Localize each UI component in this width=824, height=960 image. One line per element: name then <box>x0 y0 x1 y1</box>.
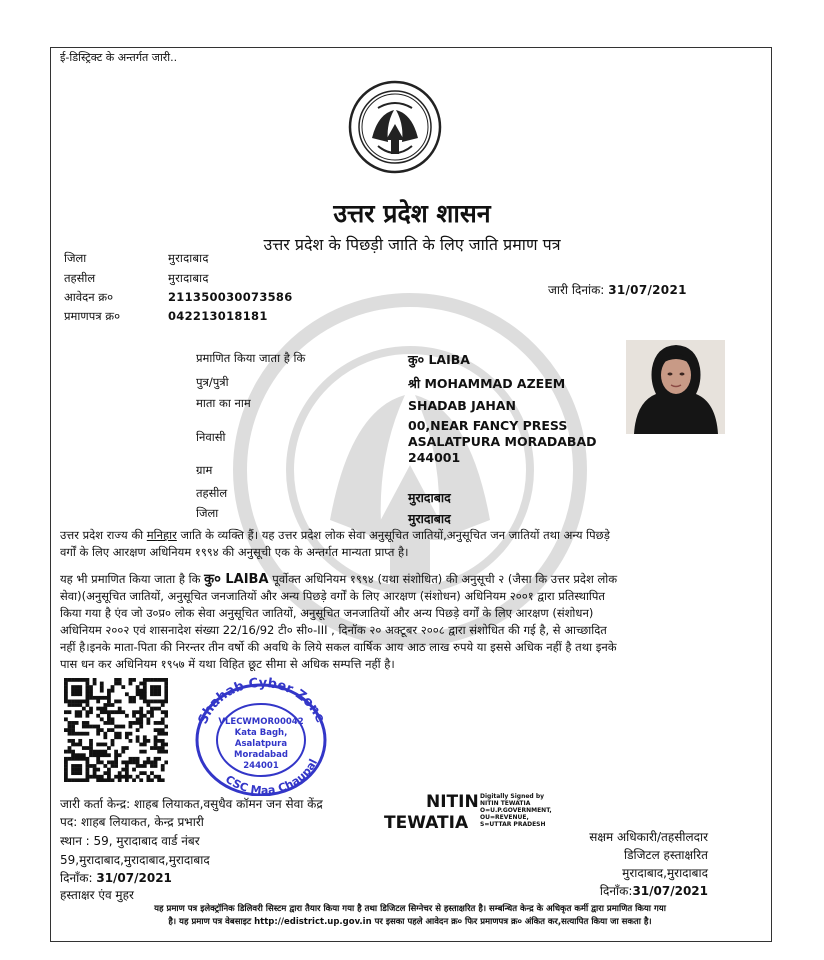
verification-note-line-2: है। यह प्रमाण पत्र वेबसाइट http://edistrict.up.gov.in पर इसका पहले आवेदन क्र० फिर प्रमाणपत्र क्र० अंकित कर,सत्यापित किया जा सकता है। <box>168 917 652 927</box>
paragraph-cert-line-1 <box>60 571 720 588</box>
district-value: मुरादाबाद <box>408 511 451 526</box>
meta-label-application-no: आवेदन क्र० <box>64 290 114 304</box>
footer-date <box>60 869 172 886</box>
paragraph-cert-line-6: पास धन कर अधिनियम १९५७ में यथा विहित छूट सीमा से अधिक सम्पत्ति नहीं है। <box>60 657 395 671</box>
place-line-2: 59,मुरादाबाद,मुरादाबाद,मुरादाबाद <box>60 853 210 867</box>
csc-stamp <box>190 676 332 796</box>
para2-name: कु० LAIBA <box>204 572 269 587</box>
issuer-line: जारी कर्ता केन्द्र: शाहब लियाकत,वसुधैव कॉमन जन सेवा केंद्र <box>60 797 323 811</box>
address-line-2: ASALATPURA MORADABAD <box>408 434 597 449</box>
officer-date-label: दिनाँक: <box>599 884 633 898</box>
caste-name: मनिहार <box>146 528 177 542</box>
seal-label: हस्ताक्षर एंव मुहर <box>60 888 134 902</box>
paragraph-certification <box>60 571 720 673</box>
meta-value-certificate-no: 042213018181 <box>168 309 268 323</box>
paragraph-cert-line-3: किया गया है एंव जो उ०प्र० लोक सेवा अनुसूचित जातियों, अनुसूचित जनजातियों और अन्य पिछड़े वर्गों के लिए आरक्षण (संशोधन) <box>60 606 594 620</box>
issue-date-label: जारी दिनांक: <box>548 283 605 297</box>
footer-date-value: 31/07/2021 <box>96 871 172 885</box>
officer-title: सक्षम अधिकारी/तहसीलदार <box>589 830 708 844</box>
sig-first-name: NITIN <box>426 792 479 812</box>
applicant-photo <box>626 340 725 434</box>
address-line-1: 00,NEAR FANCY PRESS <box>408 418 568 433</box>
issue-date-value: 31/07/2021 <box>608 283 687 297</box>
officer-date-value: 31/07/2021 <box>632 884 708 898</box>
address-line-3: 244001 <box>408 450 461 465</box>
page-title: उत्तर प्रदेश शासन <box>333 199 491 228</box>
village-label: ग्राम <box>196 463 213 477</box>
verification-note <box>60 903 760 929</box>
top-note: ई-डिस्ट्रिक्ट के अन्तर्गत जारी.. <box>60 51 178 64</box>
stamp-line-4: Moradabad <box>234 750 288 760</box>
meta-value-tehsil: मुरादाबाद <box>168 271 209 285</box>
place-line: स्थान : 59, मुरादाबाद वार्ड नंबर <box>60 834 200 848</box>
sig-last-name: TEWATIA <box>384 813 469 833</box>
stamp-line-1: VLECWMOR00042 <box>218 717 304 727</box>
paragraph-caste-line-1 <box>60 527 720 544</box>
father-name: श्री MOHAMMAD AZEEM <box>408 376 566 391</box>
sig-detail-line: OU=REVENUE, <box>480 814 529 821</box>
paragraph-cert-line-4: अधिनियम २००२ एवं शासनादेश संख्या 22/16/92 टी० सी०-III , दिनॉक २० अक्टूबर २००८ द्वारा संशोधित की गई है, से आच्छादित <box>60 623 607 637</box>
officer-date <box>448 882 708 899</box>
sig-detail-line: S=UTTAR PRADESH <box>480 821 546 828</box>
residence-label: निवासी <box>196 430 226 444</box>
stamp-line-2: Kata Bagh, <box>234 728 288 738</box>
para2-pre: यह भी प्रमाणित किया जाता है कि <box>60 572 201 586</box>
paragraph-caste <box>60 527 720 561</box>
tehsil-label: तहसील <box>196 486 228 500</box>
footer-date-label: दिनाँक: <box>60 871 93 885</box>
officer-place: मुरादाबाद,मुरादाबाद <box>622 866 708 880</box>
meta-value-district: मुरादाबाद <box>168 251 209 265</box>
post-line: पद: शाहब लियाकत, केन्द्र प्रभारी <box>60 815 204 829</box>
officer-sign-type: डिजिटल हस्ताक्षरित <box>624 848 708 862</box>
issue-date <box>548 281 687 298</box>
meta-label-certificate-no: प्रमाणपत्र क्र० <box>64 309 121 323</box>
para1-pre: उत्तर प्रदेश राज्य की <box>60 528 144 542</box>
up-emblem-icon <box>348 80 442 174</box>
tehsil-value: मुरादाबाद <box>408 490 451 505</box>
meta-value-application-no: 211350030073586 <box>168 290 293 304</box>
stamp-line-5: 244001 <box>243 761 279 771</box>
stamp-line-3: Asalatpura <box>234 739 288 749</box>
meta-label-district: जिला <box>64 251 87 265</box>
applicant-name: कु० LAIBA <box>408 352 470 367</box>
sig-detail-line: Digitally Signed by <box>480 793 545 800</box>
stamp-ring-top: Shahab Cyber Zone <box>195 676 328 727</box>
mother-label: माता का नाम <box>196 396 251 410</box>
qr-code-icon <box>64 678 168 782</box>
paragraph-cert-line-2: सेवा)(अनुसूचित जातियों, अनुसूचित जनजातियों और अन्य पिछड़े वर्गों के लिए आरक्षण (संशोधन) अधिनियम २००१ द्वारा प्रतिस्थापित <box>60 589 605 603</box>
sig-detail-line: NITIN TEWATIA <box>480 800 531 807</box>
sig-detail-line: O=U.P.GOVERNMENT, <box>480 807 552 814</box>
meta-label-tehsil: तहसील <box>64 271 96 285</box>
certified-label: प्रमाणित किया जाता है कि <box>196 351 306 365</box>
para1-post: जाति के व्यक्ति हैं। यह उत्तर प्रदेश लोक सेवा अनुसूचित जातियों,अनुसूचित जन जातियों तथा अन्य पिछड़े <box>180 528 610 542</box>
district-label: जिला <box>196 506 219 520</box>
digital-signature-details <box>480 793 552 828</box>
verification-note-line-1: यह प्रमाण पत्र इलेक्ट्रॉनिक डिलिवरी सिस्टम द्वारा तैयार किया गया है तथा डिजिटल सिग्नेचर से हस्ताक्षरित है। सम्बन्धित केन्द्र के अधिकृत कर्मी द्वारा प्रमाणित किया गया <box>154 904 666 914</box>
paragraph-cert-line-5: नहीं है।इनके माता-पिता की निरन्तर तीन वर्षो की अवधि के लिये सकल वार्षिक आय आठ लाख रुपये या इससे अधिक नहीं है तथा इनके <box>60 640 617 654</box>
stamp-ring-bottom: CSC Maa Chaupal <box>222 756 321 796</box>
para2-post: पूर्वोक्त अधिनियम १९९४ (यथा संशोधित) की अनुसूची २ (जैसा कि उत्तर प्रदेश लोक <box>272 572 618 586</box>
relation-label: पुत्र/पुत्री <box>196 375 229 389</box>
page-subtitle: उत्तर प्रदेश के पिछड़ी जाति के लिए जाति प्रमाण पत्र <box>263 235 561 254</box>
mother-name: SHADAB JAHAN <box>408 398 516 413</box>
paragraph-caste-line-2: वर्गों के लिए आरक्षण अधिनियम १९९४ की अनुसूची एक के अन्तर्गत मान्यता प्राप्त है। <box>60 545 409 559</box>
